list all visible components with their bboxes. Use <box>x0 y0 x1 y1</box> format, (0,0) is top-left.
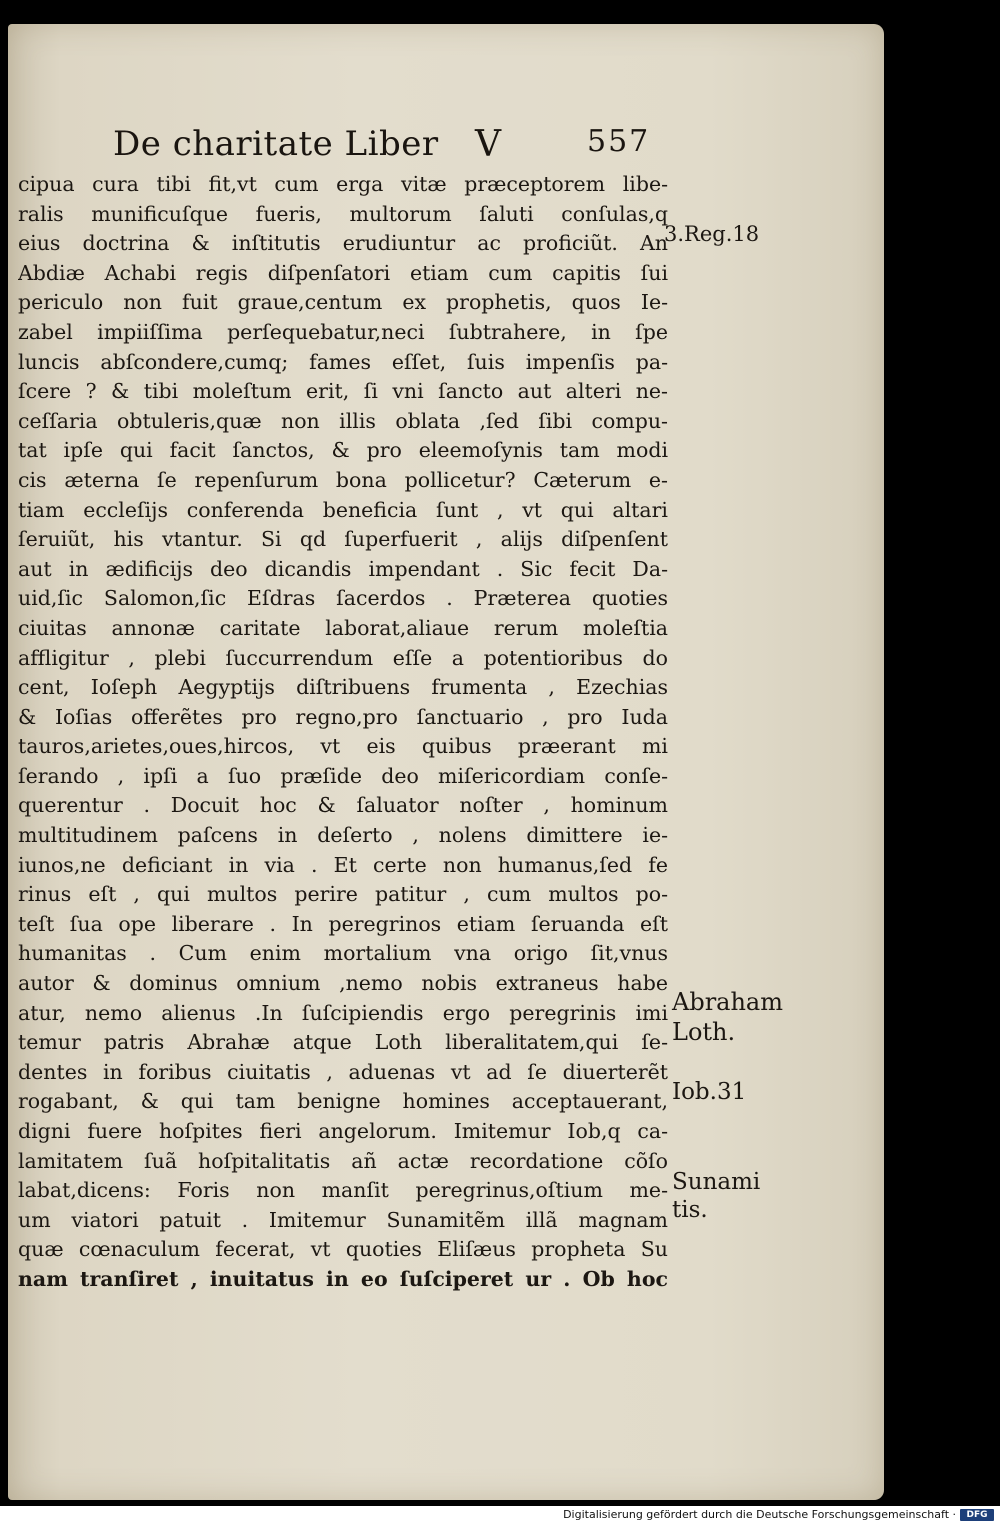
running-header <box>113 124 673 170</box>
margin-note-abraham: Abraham <box>672 988 783 1016</box>
text-line: tiam eccleſijs conferenda beneficia ſunt , vt qui altari <box>18 497 668 522</box>
running-title: De charitate Liber <box>113 124 439 164</box>
dfg-logo: DFG <box>960 1509 994 1521</box>
text-line: cis æterna ſe repenſurum bona pollicetur? Cæterum e- <box>18 467 668 492</box>
text-line: luncis abſcondere,cumq; fames eſſet, ſuis impenſis pa- <box>18 349 668 374</box>
book-page <box>8 24 884 1500</box>
page-number: 557 <box>587 124 651 159</box>
margin-note-loth: Loth. <box>672 1018 736 1046</box>
text-line: & Ioſias offerẽtes pro regno,pro ſanctuario , pro Iuda <box>18 704 668 729</box>
text-line: ralis munificuſque fueris, multorum ſaluti conſulas,q <box>18 201 668 226</box>
text-line: nam tranſiret , inuitatus in eo ſuſciperet ur . Ob hoc <box>18 1266 668 1291</box>
text-line: rogabant, & qui tam benigne homines acceptauerant, <box>18 1089 668 1114</box>
text-line: tauros,arietes,oues,hircos, vt eis quibus præerant mi <box>18 734 668 759</box>
text-line: um viatori patuit . Imitemur Sunamitẽm illã magnam <box>18 1207 668 1232</box>
text-line: zabel impiiſſima perſequebatur,neci ſubtrahere, in ſpe <box>18 319 668 344</box>
text-line: temur patris Abrahæ atque Loth liberalitatem,qui ſe- <box>18 1030 668 1055</box>
funding-credit: Digitalisierung gefördert durch die Deutsche Forschungsgemeinschaft · <box>563 1508 956 1521</box>
text-line: quæ cœnaculum fecerat, vt quoties Eliſæus propheta Su <box>18 1237 668 1262</box>
text-line: tat ipſe qui facit ſanctos, & pro eleemoſynis tam modi <box>18 438 668 463</box>
text-line: periculo non fuit graue,centum ex prophetis, quos Ie- <box>18 290 668 315</box>
text-line: multitudinem paſcens in deſerto , nolens dimittere ie- <box>18 823 668 848</box>
text-line: uid,ſic Salomon,ſic Eſdras ſacerdos . Præterea quoties <box>18 586 668 611</box>
text-line: ciuitas annonæ caritate laborat,aliaue rerum moleſtia <box>18 615 668 640</box>
text-line: cent, Ioſeph Aegyptijs diſtribuens frumenta , Ezechias <box>18 675 668 700</box>
text-line: autor & dominus omnium ,nemo nobis extraneus habe <box>18 971 668 996</box>
text-line: rinus eſt , qui multos perire patitur , cum multos po- <box>18 882 668 907</box>
margin-note-reg: 3.Reg.18 <box>664 222 760 246</box>
text-line: ſcere ? & tibi moleſtum erit, ſi vni ſancto aut alteri ne- <box>18 379 668 404</box>
text-line: aut in ædificijs deo dicandis impendant . Sic fecit Da- <box>18 556 668 581</box>
text-line: digni fuere hoſpites fieri angelorum. Imitemur Iob,q ca- <box>18 1119 668 1143</box>
text-line: ceſſaria obtuleris,quæ non illis oblata ,ſed ſibi compu- <box>18 408 668 433</box>
text-line: ſerando , ipſi a ſuo præſide deo miſericordiam conſe- <box>18 763 668 788</box>
text-line: cipua cura tibi fit,vt cum erga vitæ præceptorem libe- <box>18 172 668 196</box>
text-line: querentur . Docuit hoc & ſaluator noſter , hominum <box>18 793 668 818</box>
text-line: labat,dicens: Foris non manſit peregrinus,oſtium me- <box>18 1178 668 1203</box>
text-line: atur, nemo alienus .In ſuſcipiendis ergo peregrinis imi <box>18 1000 668 1025</box>
text-line: dentes in foribus ciuitatis , aduenas vt ad ſe diuerterẽt <box>18 1059 668 1084</box>
margin-note-tis: tis. <box>672 1197 708 1223</box>
digitization-footer <box>0 1506 1000 1524</box>
text-line: eius doctrina & inſtitutis erudiuntur ac proficiũt. An <box>18 231 668 256</box>
body-text <box>18 170 668 1295</box>
margin-note-iob: Iob.31 <box>672 1079 747 1105</box>
text-line: iunos,ne deficiant in via . Et certe non humanus,ſed fe <box>18 852 668 877</box>
text-line: Abdiæ Achabi regis diſpenſatori etiam cum capitis ſui <box>18 260 668 285</box>
text-line: humanitas . Cum enim mortalium vna origo ſit,vnus <box>18 941 668 966</box>
margin-note-sunami: Sunami <box>672 1169 761 1195</box>
book-number: V <box>475 124 501 165</box>
text-line: affligitur , plebi ſuccurrendum eſſe a potentioribus do <box>18 645 668 670</box>
text-line: ſeruiũt, his vtantur. Si qd ſuperfuerit , alijs diſpenſent <box>18 527 668 552</box>
text-line: lamitatem ſuã hoſpitalitatis añ actæ recordatione cõſo <box>18 1148 668 1173</box>
text-line: teſt ſua ope liberare . In peregrinos etiam ſeruanda eſt <box>18 911 668 936</box>
